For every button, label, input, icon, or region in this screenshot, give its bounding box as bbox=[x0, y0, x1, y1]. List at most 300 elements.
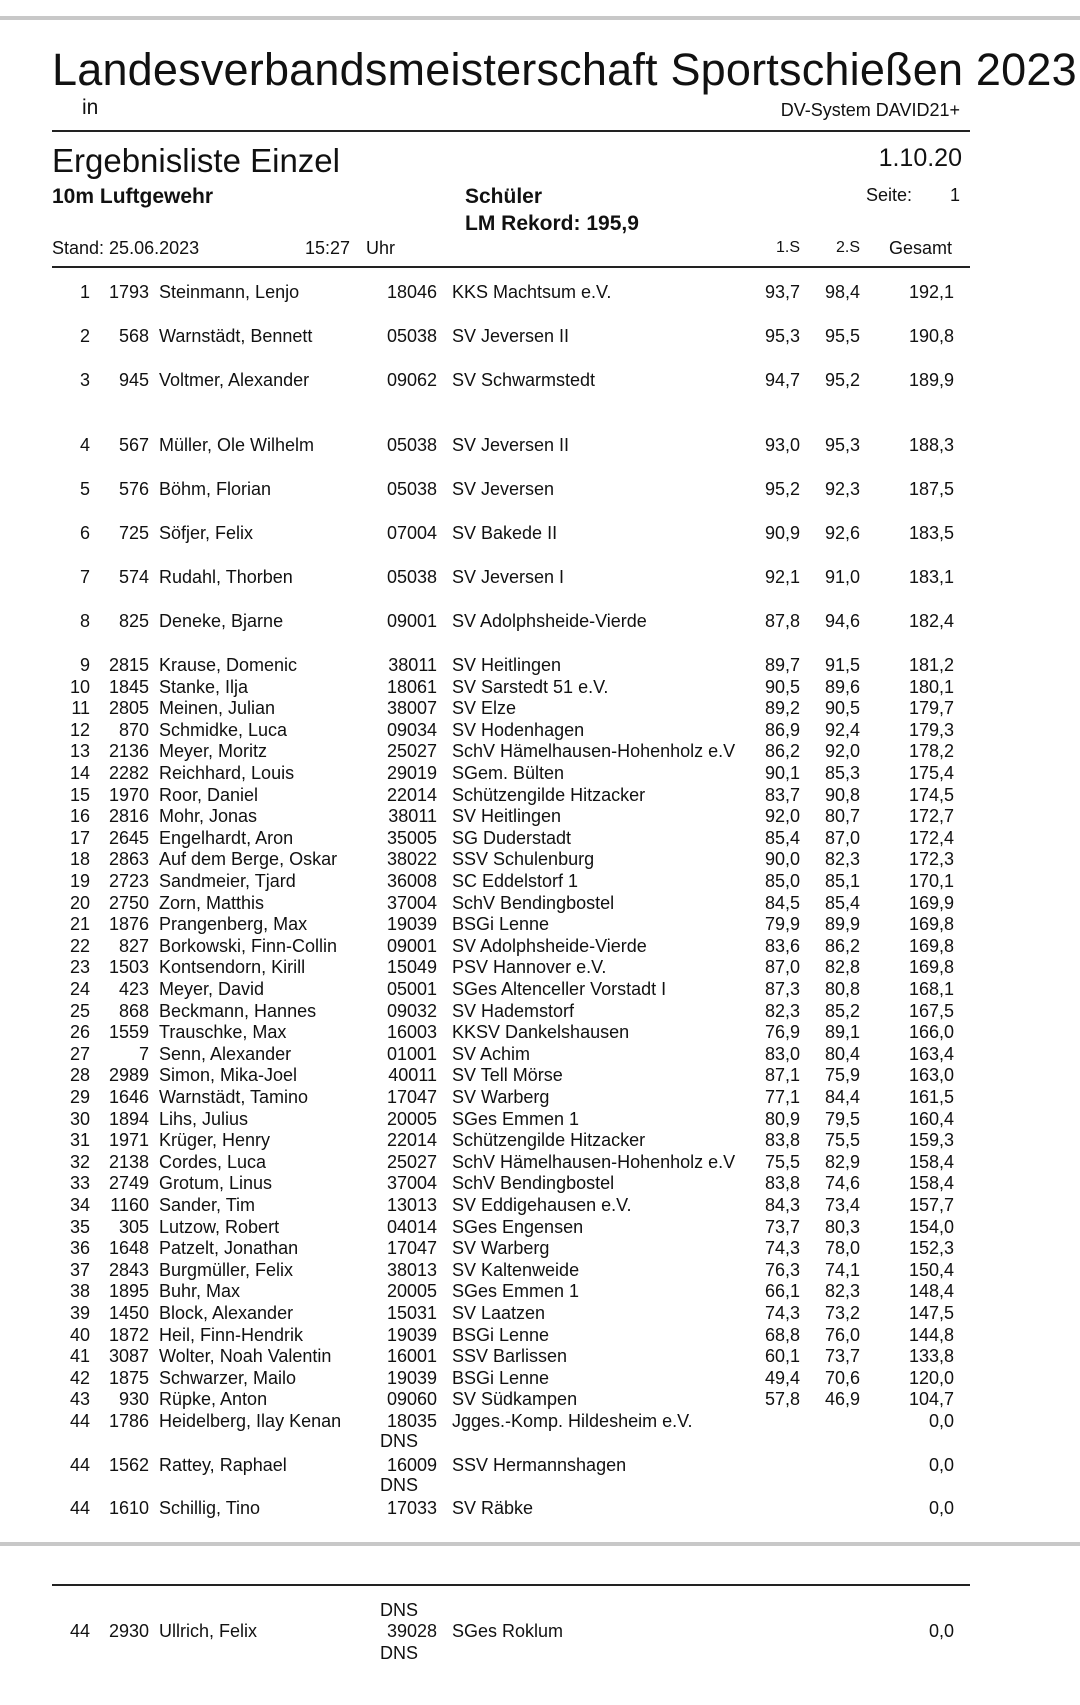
result-row bbox=[0, 1217, 1080, 1239]
club-name: SV Schwarmstedt bbox=[452, 370, 596, 390]
rank: 39 bbox=[69, 1303, 90, 1323]
total-score: 180,1 bbox=[908, 676, 954, 697]
series-2-score: 92,6 bbox=[824, 523, 860, 543]
club-name: SV Kaltenweide bbox=[452, 1259, 580, 1280]
total-score: 169,8 bbox=[908, 957, 954, 978]
shooter-name: Krause, Domenic bbox=[159, 655, 298, 675]
series-2-score: 82,9 bbox=[824, 1151, 860, 1172]
rank: 10 bbox=[69, 676, 90, 697]
club-name: SV Elze bbox=[452, 698, 517, 719]
club-name: SGes Emmen 1 bbox=[452, 1108, 580, 1129]
dns-marker-above: DNS bbox=[380, 1600, 419, 1620]
club-id: 17033 bbox=[386, 1498, 437, 1518]
total-score: 170,1 bbox=[908, 871, 954, 891]
total-score: 182,4 bbox=[908, 611, 954, 631]
series-1-score: 94,7 bbox=[764, 370, 800, 390]
series-2-score: 92,3 bbox=[824, 479, 860, 499]
result-row bbox=[0, 1065, 1080, 1087]
start-number: 2815 bbox=[108, 655, 149, 675]
shooter-name: Zorn, Matthis bbox=[159, 892, 265, 913]
shooter-name: Sander, Tim bbox=[159, 1195, 256, 1215]
club-name: SchV Hämelhausen-Hohenholz e.V bbox=[452, 741, 736, 762]
total-score: 175,4 bbox=[908, 763, 954, 783]
result-row bbox=[0, 1001, 1080, 1023]
total-score: 168,1 bbox=[908, 979, 954, 999]
club-name: SV Jeversen I bbox=[452, 567, 565, 587]
stand-date: Stand: 25.06.2023 bbox=[52, 238, 200, 258]
club-name: SV Heitlingen bbox=[452, 806, 562, 827]
start-number: 2723 bbox=[108, 871, 149, 891]
series-1-score: 76,3 bbox=[764, 1259, 800, 1280]
result-row bbox=[0, 720, 1080, 742]
result-row bbox=[0, 763, 1080, 785]
series-1-score: 85,0 bbox=[764, 871, 800, 891]
club-name: SV Adolphsheide-Vierde bbox=[452, 935, 647, 956]
series-2-score: 74,1 bbox=[824, 1259, 860, 1280]
club-id: 09001 bbox=[386, 935, 437, 956]
start-number: 2645 bbox=[108, 827, 149, 848]
club-name: SGes Engensen bbox=[452, 1216, 584, 1237]
start-number: 3087 bbox=[108, 1346, 149, 1367]
club-id: 07004 bbox=[386, 523, 437, 543]
series-2-score: 75,9 bbox=[824, 1065, 860, 1086]
club-name: SGes Altenceller Vorstadt I bbox=[452, 979, 667, 999]
club-id: 17047 bbox=[386, 1087, 437, 1107]
total-score: 163,4 bbox=[908, 1043, 954, 1064]
series-1-score: 83,7 bbox=[764, 784, 800, 805]
total-score: 144,8 bbox=[908, 1324, 954, 1345]
series-1-score: 87,8 bbox=[764, 611, 800, 631]
series-1-score: 84,3 bbox=[764, 1195, 800, 1215]
shooter-name: Schmidke, Luca bbox=[159, 719, 288, 740]
club-name: SV Südkampen bbox=[452, 1389, 578, 1410]
rank: 25 bbox=[69, 1000, 90, 1021]
result-row bbox=[0, 1238, 1080, 1260]
club-name: SV Bakede II bbox=[452, 523, 558, 543]
total-score: 163,0 bbox=[908, 1065, 954, 1086]
result-row bbox=[0, 1022, 1080, 1044]
start-number: 1503 bbox=[108, 957, 149, 978]
shooter-name: Kontsendorn, Kirill bbox=[159, 957, 306, 978]
total-score: 172,3 bbox=[908, 849, 954, 870]
rank: 2 bbox=[79, 326, 90, 346]
series-2-score: 73,4 bbox=[824, 1195, 860, 1215]
series-1-score: 74,3 bbox=[764, 1238, 800, 1259]
record-label: LM Rekord: 195,9 bbox=[465, 212, 639, 235]
start-number: 568 bbox=[118, 326, 149, 346]
page-label: Seite: bbox=[866, 185, 913, 205]
series-2-score: 80,8 bbox=[824, 979, 860, 999]
shooter-name: Warnstädt, Bennett bbox=[159, 326, 313, 346]
start-number: 7 bbox=[138, 1043, 149, 1064]
result-row bbox=[0, 370, 1080, 392]
club-name: BSGi Lenne bbox=[452, 914, 550, 935]
result-row bbox=[0, 1087, 1080, 1109]
series-1-score: 84,5 bbox=[764, 892, 800, 913]
club-id: 20005 bbox=[386, 1281, 437, 1302]
shooter-name: Rüpke, Anton bbox=[159, 1389, 268, 1410]
series-1-score: 90,5 bbox=[764, 676, 800, 697]
series-1-score: 87,0 bbox=[764, 957, 800, 978]
result-row bbox=[0, 1411, 1080, 1451]
result-row bbox=[0, 979, 1080, 1001]
total-score: 169,8 bbox=[908, 914, 954, 935]
series-1-score: 95,3 bbox=[764, 326, 800, 346]
club-id: 05038 bbox=[386, 567, 437, 587]
result-row bbox=[0, 282, 1080, 304]
series-2-score: 85,3 bbox=[824, 763, 860, 783]
total-score: 178,2 bbox=[908, 741, 954, 762]
club-id: 17047 bbox=[386, 1238, 437, 1259]
column-header-s2: 2.S bbox=[835, 239, 860, 256]
page-number: 1 bbox=[950, 185, 961, 205]
series-1-score: 93,0 bbox=[764, 435, 800, 455]
rank: 11 bbox=[71, 698, 90, 719]
result-row bbox=[0, 849, 1080, 871]
result-row bbox=[0, 741, 1080, 763]
rank: 6 bbox=[79, 523, 90, 543]
result-row bbox=[0, 957, 1080, 979]
rank: 44 bbox=[69, 1621, 90, 1641]
series-2-score: 82,3 bbox=[824, 1281, 860, 1302]
club-id: 18061 bbox=[386, 676, 437, 697]
club-name: SC Eddelstorf 1 bbox=[452, 871, 579, 891]
location-label: in bbox=[82, 96, 99, 119]
shooter-name: Meyer, David bbox=[159, 979, 265, 999]
total-score: 0,0 bbox=[928, 1454, 954, 1475]
shooter-name: Block, Alexander bbox=[159, 1303, 294, 1323]
club-id: 09001 bbox=[386, 611, 437, 631]
rank: 40 bbox=[69, 1324, 90, 1345]
club-name: SGes Emmen 1 bbox=[452, 1281, 580, 1302]
rank: 1 bbox=[79, 282, 90, 302]
start-number: 1875 bbox=[108, 1367, 149, 1388]
status-dns: DNS bbox=[380, 1431, 419, 1451]
start-number: 1894 bbox=[108, 1108, 149, 1129]
club-id: 09034 bbox=[386, 719, 437, 740]
shooter-name: Sandmeier, Tjard bbox=[159, 871, 296, 891]
start-number: 1786 bbox=[108, 1411, 149, 1431]
shooter-name: Schillig, Tino bbox=[159, 1498, 261, 1518]
total-score: 154,0 bbox=[908, 1216, 954, 1237]
total-score: 179,3 bbox=[908, 719, 954, 740]
shooter-name: Deneke, Bjarne bbox=[159, 611, 284, 631]
total-score: 0,0 bbox=[928, 1411, 954, 1431]
club-id: 18046 bbox=[386, 282, 437, 302]
club-name: PSV Hannover e.V. bbox=[452, 957, 607, 978]
club-name: BSGi Lenne bbox=[452, 1367, 550, 1388]
shooter-name: Simon, Mika-Joel bbox=[159, 1065, 298, 1086]
club-id: 20005 bbox=[386, 1108, 437, 1129]
club-name: KKSV Dankelshausen bbox=[452, 1022, 630, 1043]
list-title: Ergebnisliste Einzel bbox=[52, 142, 340, 179]
rank: 38 bbox=[69, 1281, 90, 1302]
total-score: 0,0 bbox=[928, 1498, 954, 1518]
shooter-name: Cordes, Luca bbox=[159, 1151, 267, 1172]
series-1-score: 80,9 bbox=[764, 1108, 800, 1129]
club-id: 38013 bbox=[386, 1259, 437, 1280]
system-label: DV-System DAVID21+ bbox=[780, 100, 960, 120]
result-row bbox=[0, 677, 1080, 699]
club-id: 37004 bbox=[386, 1173, 437, 1194]
start-number: 1895 bbox=[108, 1281, 149, 1302]
total-score: 167,5 bbox=[908, 1000, 954, 1021]
series-2-score: 74,6 bbox=[824, 1173, 860, 1194]
series-2-score: 85,2 bbox=[824, 1000, 860, 1021]
rank: 16 bbox=[69, 806, 90, 827]
club-id: 16003 bbox=[386, 1022, 437, 1043]
result-row bbox=[0, 828, 1080, 850]
total-score: 192,1 bbox=[908, 282, 954, 302]
page2-result-row bbox=[0, 1621, 1080, 1643]
rank: 18 bbox=[69, 849, 90, 870]
page-top-border bbox=[0, 16, 1080, 20]
result-row bbox=[0, 1260, 1080, 1282]
rank: 26 bbox=[69, 1022, 90, 1043]
shooter-name: Söfjer, Felix bbox=[159, 523, 254, 543]
shooter-name: Auf dem Berge, Oskar bbox=[159, 849, 338, 870]
club-name: SV Hademstorf bbox=[452, 1000, 575, 1021]
start-number: 576 bbox=[118, 479, 149, 499]
class-label: Schüler bbox=[465, 185, 543, 208]
total-score: 172,4 bbox=[908, 827, 954, 848]
club-name: SV Jeversen II bbox=[452, 435, 570, 455]
shooter-name: Buhr, Max bbox=[159, 1281, 241, 1302]
series-2-score: 90,5 bbox=[824, 698, 860, 719]
club-name: SV Adolphsheide-Vierde bbox=[452, 611, 647, 631]
shooter-name: Böhm, Florian bbox=[159, 479, 272, 499]
series-2-score: 46,9 bbox=[824, 1389, 860, 1410]
series-1-score: 86,9 bbox=[764, 719, 800, 740]
start-number: 574 bbox=[118, 567, 149, 587]
result-row bbox=[0, 435, 1080, 457]
series-2-score: 73,7 bbox=[824, 1346, 860, 1367]
series-2-score: 79,5 bbox=[824, 1108, 860, 1129]
series-1-score: 83,8 bbox=[764, 1173, 800, 1194]
start-number: 827 bbox=[118, 935, 149, 956]
club-name: SV Warberg bbox=[452, 1238, 550, 1259]
stand-uhr: Uhr bbox=[366, 238, 396, 258]
dns-marker-below: DNS bbox=[380, 1643, 419, 1663]
result-row bbox=[0, 785, 1080, 807]
series-1-score: 83,8 bbox=[764, 1130, 800, 1151]
start-number: 2136 bbox=[108, 741, 149, 762]
club-id: 13013 bbox=[386, 1195, 437, 1215]
club-name: SV Jeversen II bbox=[452, 326, 570, 346]
shooter-name: Senn, Alexander bbox=[159, 1043, 292, 1064]
rank: 44 bbox=[69, 1454, 90, 1475]
club-id: 22014 bbox=[386, 784, 437, 805]
rank: 4 bbox=[79, 435, 90, 455]
shooter-name: Meinen, Julian bbox=[159, 698, 276, 719]
total-score: 166,0 bbox=[908, 1022, 954, 1043]
result-row bbox=[0, 1281, 1080, 1303]
series-1-score: 77,1 bbox=[764, 1087, 800, 1107]
club-id: 16001 bbox=[386, 1346, 437, 1367]
shooter-name: Voltmer, Alexander bbox=[159, 370, 310, 390]
start-number: 1562 bbox=[108, 1454, 149, 1475]
rank: 14 bbox=[69, 763, 90, 783]
start-number: 825 bbox=[118, 611, 149, 631]
start-number: 870 bbox=[118, 719, 149, 740]
start-number: 1872 bbox=[108, 1324, 149, 1345]
rank: 3 bbox=[79, 370, 90, 390]
shooter-name: Borkowski, Finn-Collin bbox=[159, 935, 338, 956]
start-number: 2282 bbox=[108, 763, 149, 783]
series-1-score: 57,8 bbox=[764, 1389, 800, 1410]
start-number: 725 bbox=[118, 523, 149, 543]
total-score: 183,1 bbox=[908, 567, 954, 587]
start-number: 2749 bbox=[108, 1173, 149, 1194]
rank: 20 bbox=[69, 892, 90, 913]
total-score: 159,3 bbox=[908, 1130, 954, 1151]
club-id: 38007 bbox=[386, 698, 437, 719]
club-name: SV Warberg bbox=[452, 1087, 550, 1107]
start-number: 1845 bbox=[108, 676, 149, 697]
total-score: 183,5 bbox=[908, 523, 954, 543]
start-number: 2989 bbox=[108, 1065, 149, 1086]
total-score: 157,7 bbox=[908, 1195, 954, 1215]
series-1-score: 89,7 bbox=[764, 655, 800, 675]
club-name: SSV Hermannshagen bbox=[452, 1454, 627, 1475]
start-number: 1450 bbox=[108, 1303, 149, 1323]
column-header-total: Gesamt bbox=[888, 238, 952, 258]
series-2-score: 98,4 bbox=[824, 282, 860, 302]
club-name: Jgges.-Komp. Hildesheim e.V. bbox=[452, 1411, 693, 1431]
rank: 22 bbox=[69, 935, 90, 956]
rank: 41 bbox=[69, 1346, 90, 1367]
series-2-score: 80,7 bbox=[824, 806, 860, 827]
result-row bbox=[0, 1195, 1080, 1217]
series-1-score: 83,6 bbox=[764, 935, 800, 956]
series-1-score: 90,9 bbox=[764, 523, 800, 543]
club-id: 37004 bbox=[386, 892, 437, 913]
table-header-divider bbox=[52, 266, 970, 268]
club-id: 29019 bbox=[386, 763, 437, 783]
discipline-code: 1.10.20 bbox=[878, 144, 962, 172]
rank: 19 bbox=[69, 871, 90, 891]
series-1-score: 87,1 bbox=[764, 1065, 800, 1086]
shooter-name: Schwarzer, Mailo bbox=[159, 1367, 297, 1388]
total-score: 188,3 bbox=[908, 435, 954, 455]
club-id: 05038 bbox=[386, 435, 437, 455]
club-id: 09060 bbox=[386, 1389, 437, 1410]
series-1-score: 86,2 bbox=[764, 741, 800, 762]
rank: 36 bbox=[69, 1238, 90, 1259]
series-2-score: 84,4 bbox=[824, 1087, 860, 1107]
rank: 17 bbox=[69, 827, 90, 848]
shooter-name: Lutzow, Robert bbox=[159, 1216, 280, 1237]
total-score: 160,4 bbox=[908, 1108, 954, 1129]
shooter-name: Ullrich, Felix bbox=[159, 1621, 258, 1641]
result-row bbox=[0, 893, 1080, 915]
shooter-name: Steinmann, Lenjo bbox=[159, 282, 300, 302]
total-score: 172,7 bbox=[908, 806, 954, 827]
club-id: 15031 bbox=[386, 1303, 437, 1323]
series-1-score: 74,3 bbox=[764, 1303, 800, 1323]
shooter-name: Warnstädt, Tamino bbox=[159, 1087, 309, 1107]
result-row bbox=[0, 1044, 1080, 1066]
club-name: SV Jeversen bbox=[452, 479, 555, 499]
start-number: 1646 bbox=[108, 1087, 149, 1107]
shooter-name: Heil, Finn-Hendrik bbox=[159, 1324, 304, 1345]
club-name: SV Achim bbox=[452, 1043, 531, 1064]
series-1-score: 92,1 bbox=[764, 567, 800, 587]
club-name: SGes Roklum bbox=[452, 1621, 564, 1641]
status-dns: DNS bbox=[380, 1474, 419, 1495]
rank: 37 bbox=[69, 1259, 90, 1280]
club-id: 25027 bbox=[386, 1151, 437, 1172]
club-name: SV Tell Mörse bbox=[452, 1065, 563, 1086]
series-2-score: 86,2 bbox=[824, 935, 860, 956]
column-header-s1: 1.S bbox=[775, 239, 800, 256]
shooter-name: Burgmüller, Felix bbox=[159, 1259, 294, 1280]
shooter-name: Rudahl, Thorben bbox=[159, 567, 293, 587]
rank: 34 bbox=[69, 1195, 90, 1215]
club-id: 35005 bbox=[386, 827, 437, 848]
series-2-score: 78,0 bbox=[824, 1238, 860, 1259]
club-id: 05038 bbox=[386, 479, 437, 499]
club-id: 05001 bbox=[386, 979, 437, 999]
shooter-name: Heidelberg, Ilay Kenan bbox=[159, 1411, 342, 1431]
club-name: SV Laatzen bbox=[452, 1303, 546, 1323]
shooter-name: Engelhardt, Aron bbox=[159, 827, 294, 848]
club-name: Schützengilde Hitzacker bbox=[452, 1130, 646, 1151]
club-name: SV Eddigehausen e.V. bbox=[452, 1195, 632, 1215]
shooter-name: Roor, Daniel bbox=[159, 784, 259, 805]
start-number: 2930 bbox=[108, 1621, 149, 1641]
result-row bbox=[0, 523, 1080, 545]
series-1-score: 79,9 bbox=[764, 914, 800, 935]
stand-time: 15:27 bbox=[305, 238, 351, 258]
result-row bbox=[0, 914, 1080, 936]
total-score: 190,8 bbox=[908, 326, 954, 346]
series-2-score: 85,1 bbox=[824, 871, 860, 891]
rank: 35 bbox=[69, 1216, 90, 1237]
series-2-score: 92,0 bbox=[824, 741, 860, 762]
page2-divider bbox=[52, 1584, 970, 1586]
start-number: 868 bbox=[118, 1000, 149, 1021]
rank: 8 bbox=[79, 611, 90, 631]
series-1-score: 90,0 bbox=[764, 849, 800, 870]
series-2-score: 87,0 bbox=[824, 827, 860, 848]
series-2-score: 95,2 bbox=[824, 370, 860, 390]
series-2-score: 82,8 bbox=[824, 957, 860, 978]
total-score: 187,5 bbox=[908, 479, 954, 499]
shooter-name: Meyer, Moritz bbox=[159, 741, 268, 762]
result-row bbox=[0, 806, 1080, 828]
header-divider bbox=[52, 130, 970, 132]
series-2-score: 75,5 bbox=[824, 1130, 860, 1151]
rank: 27 bbox=[69, 1043, 90, 1064]
series-2-score: 80,3 bbox=[824, 1216, 860, 1237]
shooter-name: Lihs, Julius bbox=[159, 1108, 249, 1129]
start-number: 2750 bbox=[108, 892, 149, 913]
result-row bbox=[0, 1325, 1080, 1347]
result-row bbox=[0, 611, 1080, 633]
rank: 24 bbox=[69, 979, 90, 999]
rank: 13 bbox=[69, 741, 90, 762]
club-id: 38011 bbox=[388, 655, 437, 675]
shooter-name: Mohr, Jonas bbox=[159, 806, 258, 827]
result-row bbox=[0, 326, 1080, 348]
series-1-score: 68,8 bbox=[764, 1324, 800, 1345]
series-1-score: 60,1 bbox=[764, 1346, 800, 1367]
total-score: 0,0 bbox=[928, 1621, 954, 1641]
club-name: KKS Machtsum e.V. bbox=[452, 282, 612, 302]
total-score: 189,9 bbox=[908, 370, 954, 390]
total-score: 161,5 bbox=[908, 1087, 954, 1107]
